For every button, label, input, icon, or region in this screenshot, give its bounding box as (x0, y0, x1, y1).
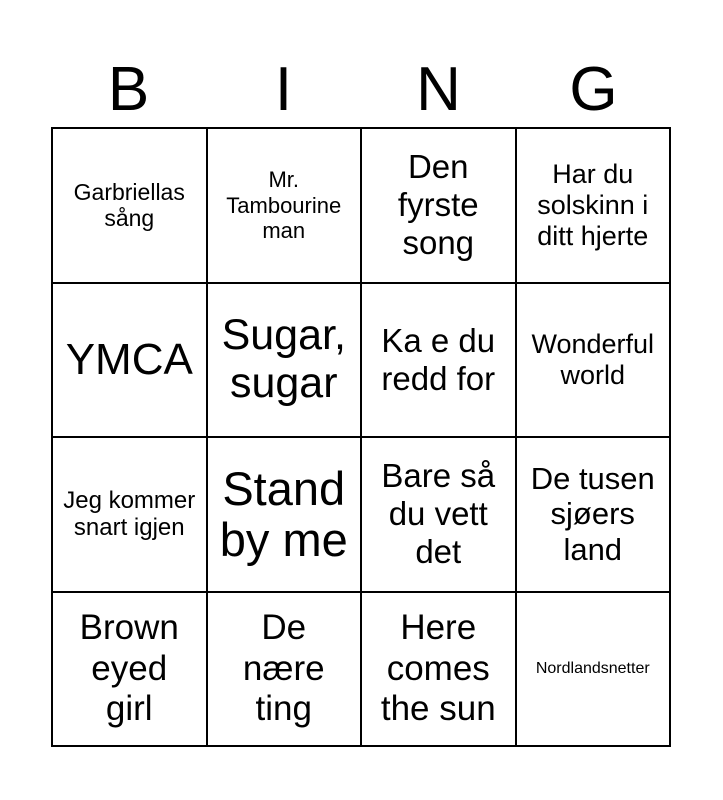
bingo-card (51, 127, 671, 747)
bingo-cell[interactable]: De tusen sjøers land (516, 437, 671, 592)
bingo-cell[interactable]: Wonderful world (516, 283, 671, 438)
bingo-cell[interactable]: Nordlandsnetter (516, 592, 671, 747)
bingo-cell[interactable]: Den fyrste song (361, 128, 516, 283)
bingo-cell[interactable]: De nære ting (207, 592, 362, 747)
bingo-cell[interactable]: YMCA (52, 283, 207, 438)
bingo-cell[interactable]: Ka e du redd for (361, 283, 516, 438)
header-letter-n: N (416, 55, 461, 124)
header-letter-i: I (274, 55, 293, 124)
bingo-cell[interactable]: Har du solskinn i ditt hjerte (516, 128, 671, 283)
bingo-cell[interactable]: Bare så du vett det (361, 437, 516, 592)
bingo-cell[interactable]: Stand by me (207, 437, 362, 592)
header-letter-b: B (107, 55, 150, 124)
bingo-cell[interactable]: Here comes the sun (361, 592, 516, 747)
bingo-cell[interactable]: Sugar, sugar (207, 283, 362, 438)
bingo-header (51, 52, 671, 128)
bingo-cell[interactable]: Jeg kommer snart igjen (52, 437, 207, 592)
header-letter-g: G (569, 55, 618, 124)
bingo-cell[interactable]: Brown eyed girl (52, 592, 207, 747)
bingo-cell[interactable]: Garbriellas sång (52, 128, 207, 283)
bingo-cell[interactable]: Mr. Tambourine man (207, 128, 362, 283)
